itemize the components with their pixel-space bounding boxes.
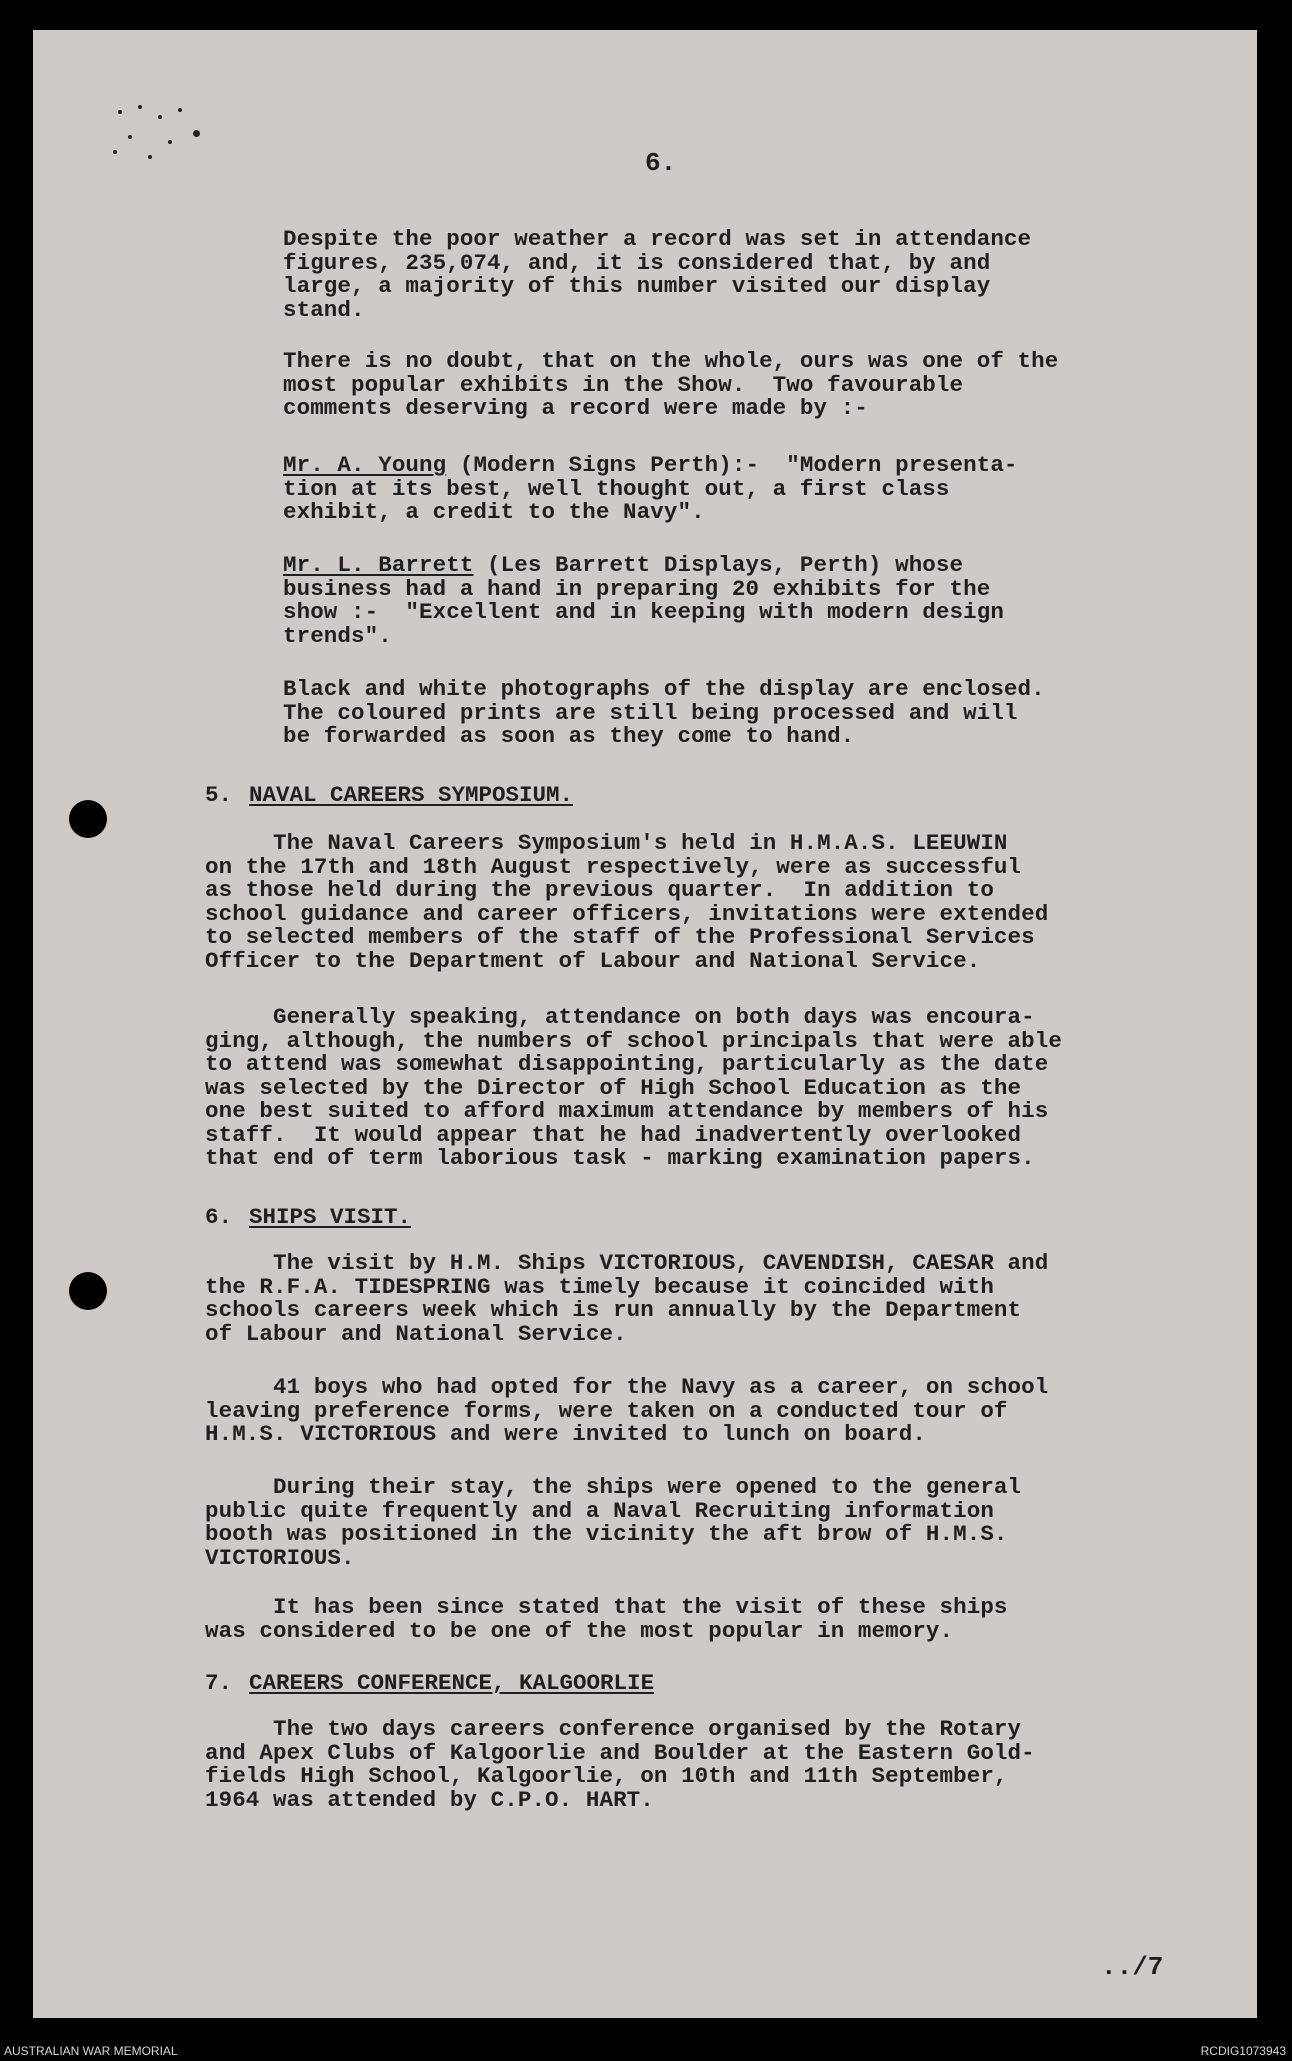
- section-6-paragraph-2: 41 boys who had opted for the Navy as a career, on school leaving preference forms, were taken on a conducted tour of H.M.S. VICTORIOUS and were invited to lunch on board.: [205, 1374, 1049, 1447]
- section-7-number: 7.: [205, 1670, 233, 1696]
- footer-archive-label: AUSTRALIAN WAR MEMORIAL: [4, 2044, 178, 2058]
- punch-hole-bottom: [69, 1272, 107, 1310]
- section-7-title: CAREERS CONFERENCE, KALGOORLIE: [249, 1670, 655, 1696]
- punch-hole-top: [69, 800, 107, 838]
- barrett-text-first: (Les Barrett Displays, Perth) whose: [473, 552, 964, 578]
- section-5-title: NAVAL CAREERS SYMPOSIUM.: [249, 782, 574, 808]
- section-7-paragraph-1: The two days careers conference organised by the Rotary and Apex Clubs of Kalgoorlie and Boulder at the Eastern Gold- fields High School, Kalgoorlie, on 10th and 11th September, 1964 was attended by C.P.O. HART.: [205, 1716, 1035, 1813]
- barrett-name: Mr. L. Barrett: [283, 552, 474, 578]
- section-5-number: 5.: [205, 782, 233, 808]
- intro-paragraph-2: There is no doubt, that on the whole, ours was one of the most popular exhibits in the Show. Two favourable comments deserving a record were made by :-: [283, 348, 1059, 421]
- intro-paragraph-3: Black and white photographs of the display are enclosed. The coloured prints are still being processed and will be forwarded as soon as they come to hand.: [283, 676, 1045, 749]
- young-text-first: (Modern Signs Perth):- "Modern presenta-: [446, 452, 1018, 478]
- document-page: [33, 30, 1257, 2018]
- young-name: Mr. A. Young: [283, 452, 447, 478]
- section-5-paragraph-2: Generally speaking, attendance on both days was encoura- ging, although, the numbers of school principals that were able to attend was somewhat disappointing, particularly as the date was selected by the Director of High School Education as the one best suited to afford maximum attendance by members of his staff. It would appear that he had inadvertently overlooked that end of term laborious task - marking examination papers.: [205, 1004, 1062, 1171]
- young-text-rest: tion at its best, well thought out, a first class exhibit, a credit to the Navy".: [283, 475, 950, 525]
- intro-paragraph-1: Despite the poor weather a record was set in attendance figures, 235,074, and, it is considered that, by and large, a majority of this number visited our display stand.: [283, 226, 1032, 323]
- section-5-heading: [205, 782, 573, 808]
- young-comment: [283, 454, 1018, 525]
- barrett-comment: [283, 554, 1004, 648]
- section-6-number: 6.: [205, 1204, 233, 1230]
- page-number: 6.: [645, 148, 677, 178]
- barrett-text-rest: business had a hand in preparing 20 exhibits for the show :- "Excellent and in keeping with modern design trends".: [283, 575, 1004, 649]
- section-6-paragraph-3: During their stay, the ships were opened to the general public quite frequently and a Naval Recruiting information booth was positioned in the vicinity the aft brow of H.M.S. VICTORIOUS.: [205, 1474, 1022, 1571]
- section-6-paragraph-1: The visit by H.M. Ships VICTORIOUS, CAVENDISH, CAESAR and the R.F.A. TIDESPRING was timely because it coincided with schools careers week which is run annually by the Department of Labour and National Service.: [205, 1250, 1049, 1347]
- continuation-marker: ../7: [1101, 1952, 1164, 1982]
- footer-record-id: RCDIG1073943: [1200, 2044, 1286, 2058]
- section-7-heading: [205, 1670, 654, 1696]
- section-6-title: SHIPS VISIT.: [249, 1204, 412, 1230]
- page-speckles: [108, 100, 208, 180]
- section-6-paragraph-4: It has been since stated that the visit of these ships was considered to be one of the most popular in memory.: [205, 1594, 1008, 1644]
- section-6-heading: [205, 1204, 411, 1230]
- section-5-paragraph-1: The Naval Careers Symposium's held in H.M.A.S. LEEUWIN on the 17th and 18th August respectively, were as successful as those held during the previous quarter. In addition to school guidance and career officers, invitations were extended to selected members of the staff of the Professional Services Officer to the Department of Labour and National Service.: [205, 830, 1049, 974]
